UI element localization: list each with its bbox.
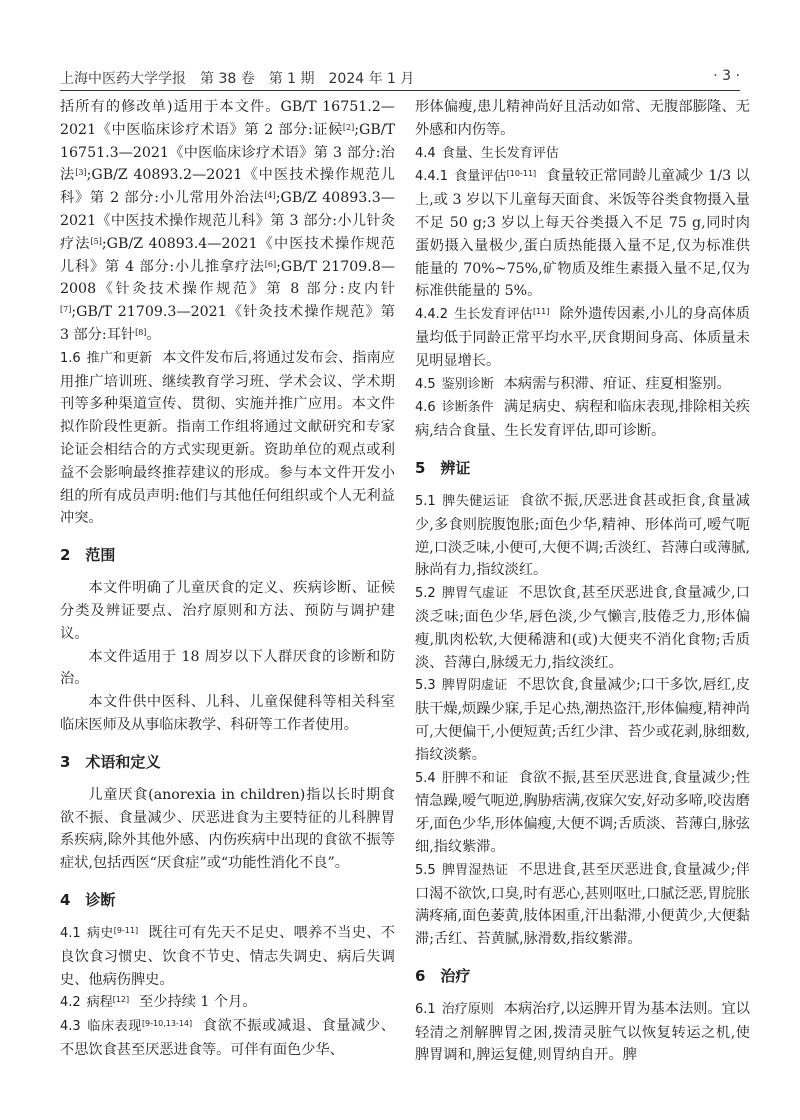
definition-paragraph: 儿童厌食(anorexia in children)指以长时期食欲不振、食量减少、厌恶进食为主要特征的儿科脾胃系疾病,除外其他外感、内伤疾病中出现的食欲不振等症状,包括西医“厌食症”或“功能性消化不良”。 bbox=[60, 786, 395, 872]
section-1-6: 1.6 推广和更新 本文件发布后,将通过发布会、指南应用推广培训班、继续教育学习班、学术会议、学术期刊等多种渠道宣传、贯彻、实施并推广应用。本文件拟作阶段性更新。指南工作组将通过文献研究和专家论证会相结合的方式实现更新。资助单位的观点或利益不会影响最终推荐建议的形成。参与本文件开发小组的所有成员声明:他们与其他任何组织或个人无利益冲突。 bbox=[60, 349, 395, 527]
section-5-2: 5.2 脾胃气虚证 不思饮食,甚至厌恶进食,食量减少,口淡乏味;面色少华,唇色淡,少气懒言,肢倦乏力,形体偏瘦,肌肉松软,大便稀溏和(或)大便夹不消化食物;舌质淡、苔薄白,脉缓无力,指纹淡红。 bbox=[415, 585, 750, 671]
page-header bbox=[60, 60, 740, 91]
section-4-1: 4.1 病史[9-11] 既往可有先天不足史、喂养不当史、不良饮食习惯史、饮食不节史、情志失调史、病后失调史、他病伤脾史。 bbox=[60, 924, 395, 988]
section-4-4-2: 4.4.2 生长发育评估[11] 除外遗传因素,小儿的身高体质量均低于同龄正常平均水平,厌食期间身高、体质量未见明显增长。 bbox=[415, 306, 750, 369]
left-column bbox=[60, 96, 395, 1062]
section-4-5: 4.5 鉴别诊断 本病需与积滞、疳证、疰夏相鉴别。 bbox=[415, 375, 731, 392]
journal-running-head: 上海中医药大学学报 第 38 卷 第 1 期 2024 年 1 月 bbox=[60, 71, 415, 87]
section-4-3-continued: 形体偏瘦,患儿精神尚好且活动如常、无腹部膨隆、无外感和内伤等。 bbox=[415, 99, 750, 138]
section-5-5: 5.5 脾胃湿热证 不思进食,甚至厌恶进食,食量减少;伴口渴不欲饮,口臭,时有恶心,甚则呕吐,口腻泛恶,胃脘胀满疼痛,面色萎黄,肢体困重,汗出黏滞,小便黄少,大便黏滞;舌红、苔黄腻,脉滑数,指纹紫滞。 bbox=[415, 861, 750, 948]
section-5-heading: 5 辨证 bbox=[415, 458, 471, 477]
page-number: · 3 · bbox=[713, 68, 740, 84]
section-4-4-heading: 4.4 食量、生长发育评估 bbox=[415, 145, 559, 161]
section-3-heading: 3 术语和定义 bbox=[60, 752, 161, 771]
section-4-4-1: 4.4.1 食量评估[10-11] 食量较正常同龄儿童减少 1/3 以上,或 3 岁以下儿童每天面食、米饭等谷类食物摄入量不足 50 g;3 岁以上每天谷类摄入不足 75 g,同时肉蛋奶摄入量极少,蛋白质热能摄入量不足,仅为标准供能量的 70%~75%,矿物质及维生素摄入量不足,仅为标准供能量的 5%。 bbox=[415, 168, 750, 300]
scope-paragraph-3: 本文件供中医科、儿科、儿童保健科等相关科室临床医师及从事临床教学、科研等工作者使用。 bbox=[60, 694, 395, 733]
section-5-4: 5.4 肝脾不和证 食欲不振,甚至厌恶进食,食量减少;性情急躁,嗳气呃逆,胸胁痞满,夜寐欠安,好动多啼,咬齿磨牙,面色少华,形体偏瘦,大便不调;舌质淡、苔薄白,脉弦细,指纹紫滞。 bbox=[415, 769, 750, 855]
section-4-6: 4.6 诊断条件 满足病史、病程和临床表现,排除相关疾病,结合食量、生长发育评估,即可诊断。 bbox=[415, 399, 750, 440]
scope-paragraph-2: 本文件适用于 18 周岁以下人群厌食的诊断和防治。 bbox=[60, 648, 395, 688]
section-4-3: 4.3 临床表现[9-10,13-14] 食欲不振或减退、食量减少、不思饮食甚至厌恶进食等。可伴有面色少华、 bbox=[60, 1018, 395, 1058]
intro-paragraph: 括所有的修改单)适用于本文件。GB/T 16751.2—2021《中医临床诊疗术语》第 2 部分:证候[2];GB/T 16751.3—2021《中医临床诊疗术语》第 3 部分:治法[3];GB/Z 40893.2—2021《中医技术操作规范儿科》第 2 部分:小儿常用外治法[4];GB/Z 40893.3—2021《中医技术操作规范儿科》第 3 部分:小儿针灸疗法[5];GB/Z 40893.4—2021《中医技术操作规范儿科》第 4 部分:小儿推拿疗法[6];GB/T 21709.8—2008《针灸技术操作规范》第 8 部分:皮内针[7];GB/T 21709.3—2021《针灸技术操作规范》第 3 部分:耳针[8]。 bbox=[60, 99, 396, 343]
section-6-1: 6.1 治疗原则 本病治疗,以运脾开胃为基本法则。宜以轻清之剂解脾胃之困,拨清灵脏气以恢复转运之机,使脾胃调和,脾运复健,则胃纳自开。脾 bbox=[415, 1000, 750, 1064]
section-4-heading: 4 诊断 bbox=[60, 890, 116, 909]
section-5-1: 5.1 脾失健运证 食欲不振,厌恶进食甚或拒食,食量减少,多食则脘腹饱胀;面色少华,精神、形体尚可,嗳气呃逆,口淡乏味,小便可,大便不调;舌淡红、苔薄白或薄腻,脉尚有力,指纹淡红。 bbox=[415, 492, 750, 579]
scope-paragraph-1: 本文件明确了儿童厌食的定义、疾病诊断、证候分类及辨证要点、治疗原则和方法、预防与调护建议。 bbox=[60, 580, 395, 642]
section-2-heading: 2 范围 bbox=[60, 546, 116, 565]
right-column bbox=[415, 96, 750, 1067]
section-6-heading: 6 治疗 bbox=[415, 966, 471, 985]
section-4-2: 4.2 病程[12] 至少持续 1 个月。 bbox=[60, 994, 257, 1011]
section-5-3: 5.3 脾胃阴虚证 不思饮食,食量减少;口干多饮,唇红,皮肤干燥,烦躁少寐,手足心热,潮热盗汗,形体偏瘦,精神尚可,大便偏干,小便短黄;舌红少津、苔少或花剥,脉细数,指纹淡紫。 bbox=[415, 677, 750, 763]
